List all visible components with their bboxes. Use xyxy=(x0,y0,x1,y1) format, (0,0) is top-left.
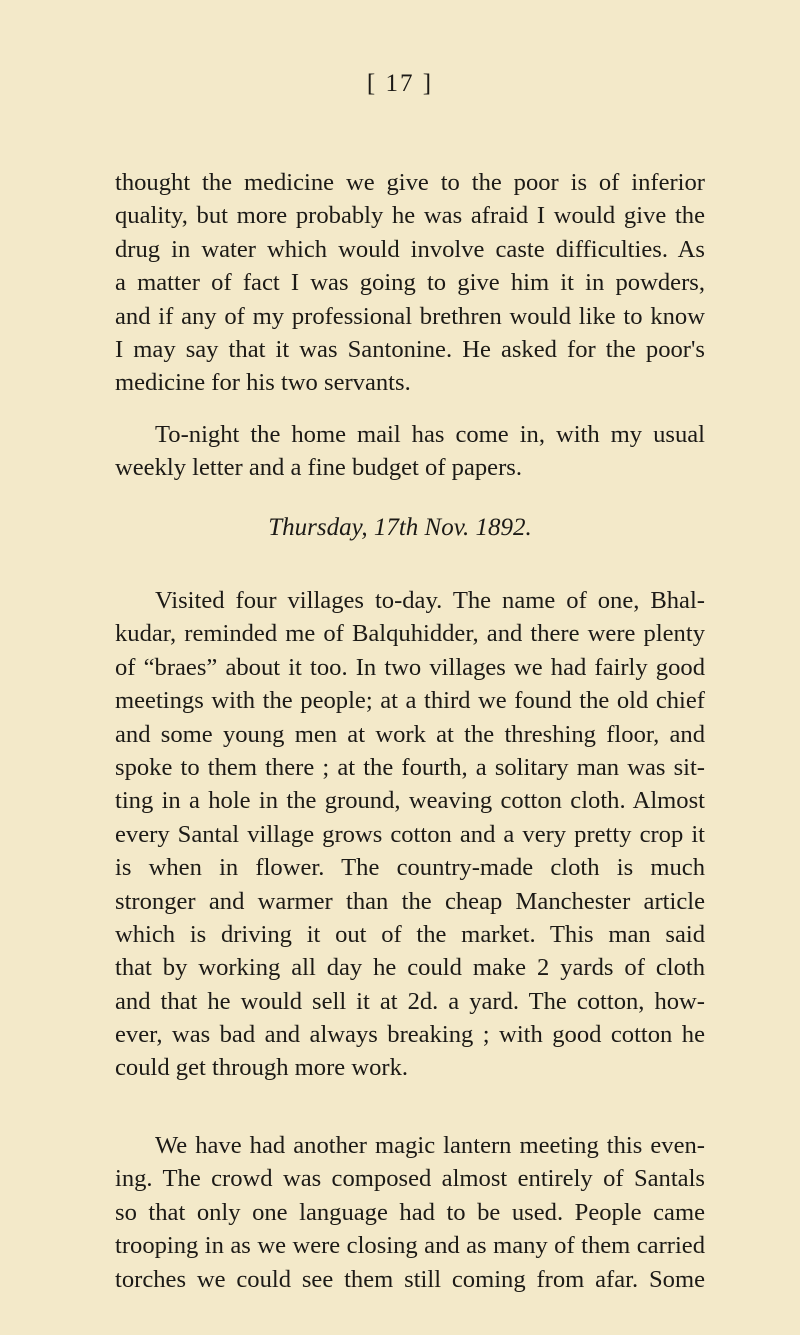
paragraph-1 xyxy=(115,166,705,400)
paragraph-2 xyxy=(115,418,705,485)
paragraph-line: Visited four villages to-day. The name of one, Bhal- xyxy=(155,587,705,614)
paragraph-line: torches we could see them still coming from afar. Some xyxy=(115,1265,705,1293)
paragraph-line: I may say that it was Santonine. He asked for the poor's xyxy=(115,335,705,363)
paragraph-line: ever, was bad and always breaking ; with good cotton he xyxy=(115,1021,705,1049)
paragraph-line: ting in a hole in the ground, weaving cotton cloth. Almost xyxy=(115,787,705,815)
paragraph-4 xyxy=(115,1129,705,1296)
paragraph-line: ing. The crowd was composed almost entirely of Santals xyxy=(115,1165,705,1193)
paragraph-line: spoke to them there ; at the fourth, a solitary man was sit- xyxy=(115,753,705,781)
paragraph-line: is when in flower. The country-made cloth is much xyxy=(115,854,705,882)
paragraph-line: trooping in as we were closing and as many of them carried xyxy=(115,1232,705,1260)
paragraph-line: kudar, reminded me of Balquhidder, and there were plenty xyxy=(115,620,705,648)
paragraph-line: drug in water which would involve caste difficulties. As xyxy=(115,235,705,263)
paragraph-line: thought the medicine we give to the poor is of inferior xyxy=(115,169,705,196)
paragraph-line: weekly letter and a fine budget of papers. xyxy=(115,454,522,482)
paragraph-line: meetings with the people; at a third we found the old chief xyxy=(115,687,705,715)
paragraph-line: To-night the home mail has come in, with my usual xyxy=(155,421,705,448)
paragraph-line: could get through more work. xyxy=(115,1054,409,1082)
paragraph-line: that by working all day he could make 2 yards of cloth xyxy=(115,954,705,982)
paragraph-line: of “braes” about it too. In two villages we had fairly good xyxy=(115,653,705,681)
paragraph-line: and if any of my professional brethren would like to know xyxy=(115,302,705,330)
paragraph-line: a matter of fact I was going to give him it in powders, xyxy=(115,269,705,297)
paragraph-line: every Santal village grows cotton and a very pretty crop it xyxy=(115,820,705,848)
paragraph-3 xyxy=(115,584,705,1085)
paragraph-line: which is driving it out of the market. This man said xyxy=(115,920,705,948)
paragraph-line: stronger and warmer than the cheap Manchester article xyxy=(115,887,705,915)
page-number: [ 17 ] xyxy=(366,70,434,97)
paragraph-line: medicine for his two servants. xyxy=(115,369,411,397)
paragraph-line: We have had another magic lantern meeting this even- xyxy=(155,1132,705,1159)
paragraph-line: and some young men at work at the threshing floor, and xyxy=(115,720,705,748)
date-heading: Thursday, 17th Nov. 1892. xyxy=(268,514,532,541)
paragraph-line: and that he would sell it at 2d. a yard. The cotton, how- xyxy=(115,987,705,1015)
paragraph-line: so that only one language had to be used. People came xyxy=(115,1198,705,1226)
paragraph-line: quality, but more probably he was afraid I would give the xyxy=(115,202,705,230)
